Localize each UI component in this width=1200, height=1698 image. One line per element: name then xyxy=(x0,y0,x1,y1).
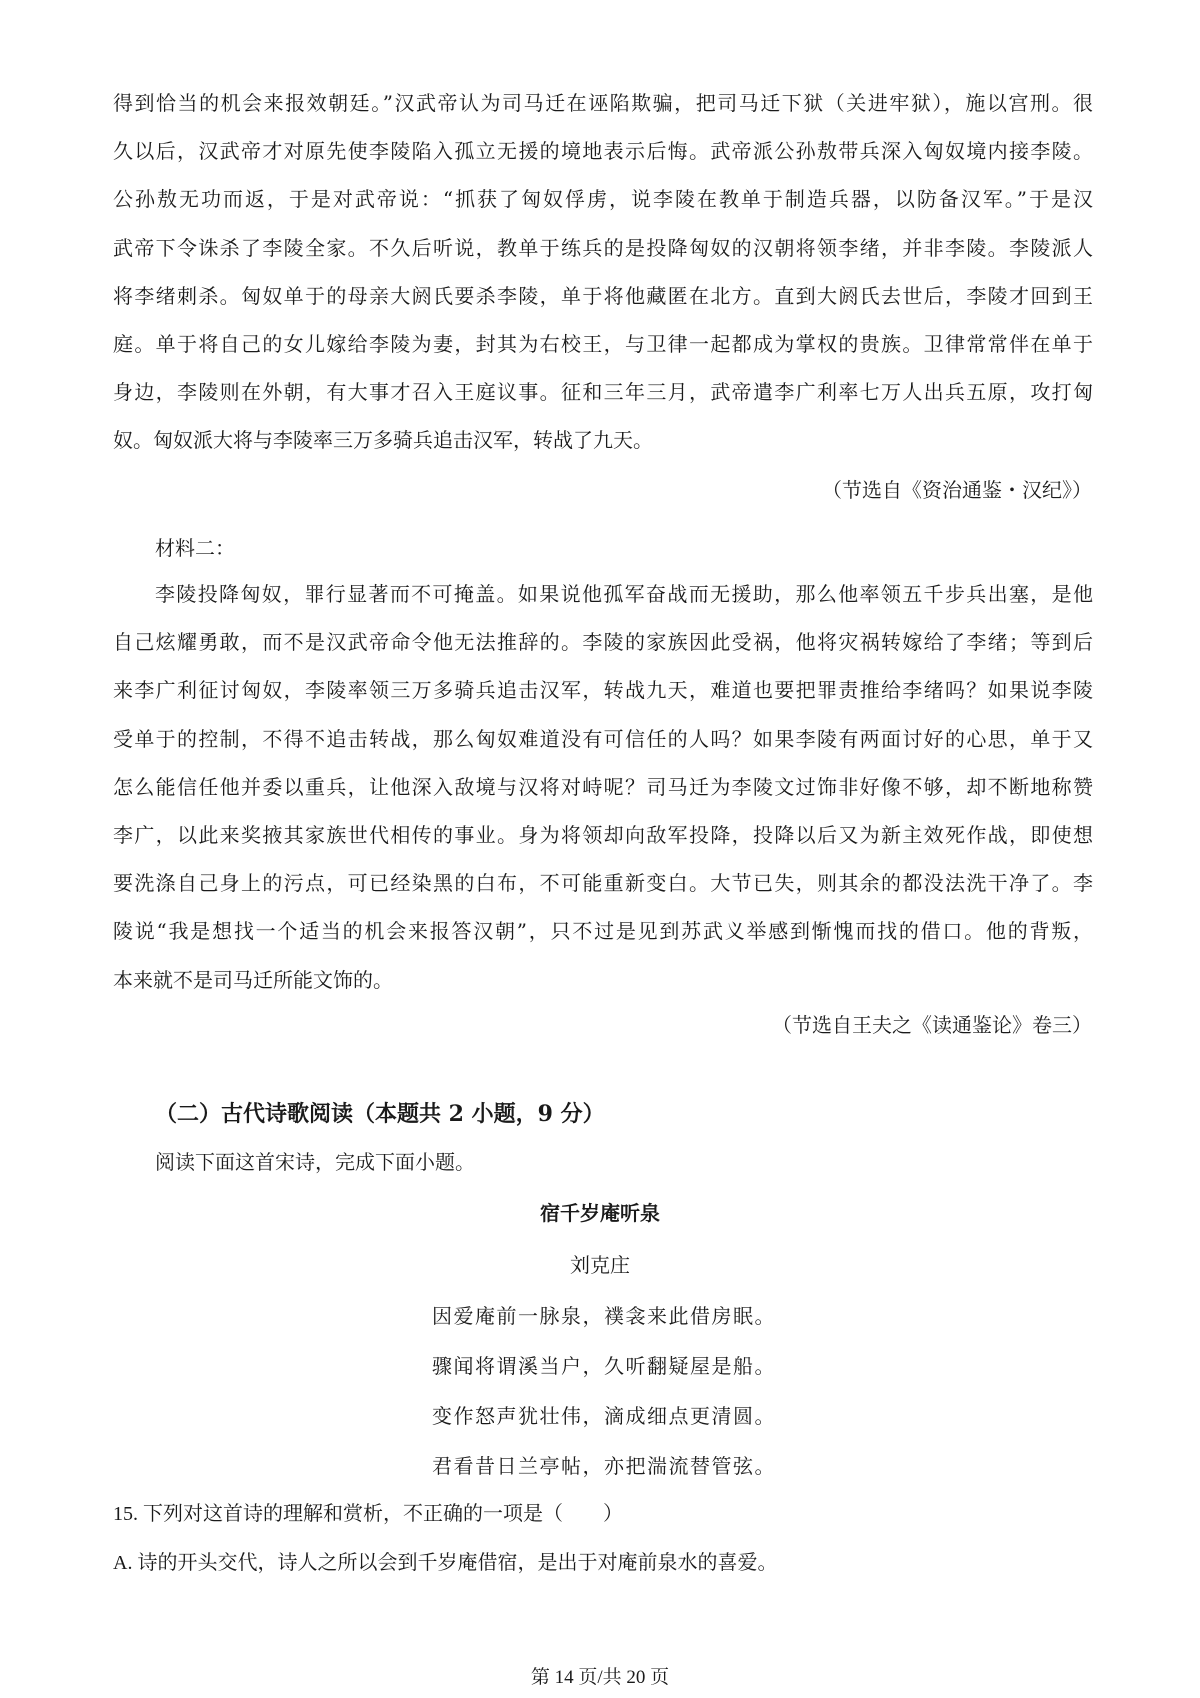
text-line: 李广，以此来奖掖其家族世代相传的事业。身为将领却向敌军投降，投降以后又为新主效死作战，即使想 xyxy=(113,822,1093,847)
poem-line: 骤闻将谓溪当户，久听翻疑屋是船。 xyxy=(432,1354,776,1378)
poem-line: 因爱庵前一脉泉，襆衾来此借房眠。 xyxy=(432,1304,776,1328)
text-line: 庭。单于将自己的女儿嫁给李陵为妻，封其为右校王，与卫律一起都成为掌权的贵族。卫律常常伴在单于 xyxy=(113,331,1093,356)
material-one-source: （节选自《资治通鉴・汉纪》） xyxy=(822,478,1092,502)
text-line: 怎么能信任他并委以重兵，让他深入敌境与汉将对峙呢？司马迁为李陵文过饰非好像不够，却不断地称赞 xyxy=(113,774,1093,799)
section-instruction: 阅读下面这首宋诗，完成下面小题。 xyxy=(155,1150,475,1174)
text-line: 陵说“我是想找一个适当的机会来报答汉朝”，只不过是见到苏武义举感到惭愧而找的借口。他的背叛， xyxy=(113,919,1093,944)
text-line: 要洗涤自己身上的污点，可已经染黑的白布，不可能重新变白。大节已失，则其余的都没法洗干净了。李 xyxy=(113,871,1093,896)
text-line: 受单于的控制，不得不追击转战，那么匈奴难道没有可信任的人吗？如果李陵有两面讨好的心思，单于又 xyxy=(113,726,1093,751)
text-line: 武帝下令诛杀了李陵全家。不久后听说，教单于练兵的是投降匈奴的汉朝将领李绪，并非李陵。李陵派人 xyxy=(113,235,1093,260)
material-two-label: 材料二： xyxy=(155,536,235,560)
text-line: 来李广利征讨匈奴，李陵率领三万多骑兵追击汉军，转战九天，难道也要把罪责推给李绪吗？如果说李陵 xyxy=(113,678,1093,703)
poem-line: 变作怒声犹壮伟，滴成细点更清圆。 xyxy=(432,1404,776,1428)
poem-title: 宿千岁庵听泉 xyxy=(540,1201,660,1225)
material-two-body xyxy=(113,570,1093,1004)
text-line: 自己炫耀勇敢，而不是汉武帝命令他无法推辞的。李陵的家族因此受祸，他将灾祸转嫁给了李绪；等到后 xyxy=(113,630,1093,655)
poem-line: 君看昔日兰亭帖，亦把湍流替管弦。 xyxy=(432,1454,776,1478)
text-line: 得到恰当的机会来报效朝廷。”汉武帝认为司马迁在诬陷欺骗，把司马迁下狱（关进牢狱），施以宫刑。很 xyxy=(113,91,1093,115)
text-line: 奴。匈奴派大将与李陵率三万多骑兵追击汉军，转战了九天。 xyxy=(113,428,653,453)
material-one-body xyxy=(113,79,1093,465)
text-line: 本来就不是司马迁所能文饰的。 xyxy=(113,967,393,992)
material-two-source: （节选自王夫之《读通鉴论》卷三） xyxy=(772,1013,1092,1037)
section-heading: （二）古代诗歌阅读（本题共 2 小题，9 分） xyxy=(155,1101,605,1127)
text-line: 李陵投降匈奴，罪行显著而不可掩盖。如果说他孤军奋战而无援助，那么他率领五千步兵出塞，是他 xyxy=(155,582,1093,606)
question-option-a: A. 诗的开头交代，诗人之所以会到千岁庵借宿，是出于对庵前泉水的喜爱。 xyxy=(113,1552,778,1574)
page-number: 第 14 页/共 20 页 xyxy=(530,1667,670,1688)
text-line: 公孙敖无功而返，于是对武帝说：“抓获了匈奴俘虏，说李陵在教单于制造兵器，以防备汉军。”于是汉 xyxy=(113,187,1093,212)
question-stem: 15. 下列对这首诗的理解和赏析，不正确的一项是（ ） xyxy=(113,1503,623,1525)
text-line: 久以后，汉武帝才对原先使李陵陷入孤立无援的境地表示后悔。武帝派公孙敖带兵深入匈奴境内接李陵。 xyxy=(113,139,1093,164)
text-line: 身边，李陵则在外朝，有大事才召入王庭议事。征和三年三月，武帝遣李广利率七万人出兵五原，攻打匈 xyxy=(113,380,1093,405)
text-line: 将李绪刺杀。匈奴单于的母亲大阏氏要杀李陵，单于将他藏匿在北方。直到大阏氏去世后，李陵才回到王 xyxy=(113,283,1093,308)
poem-author: 刘克庄 xyxy=(570,1253,630,1277)
